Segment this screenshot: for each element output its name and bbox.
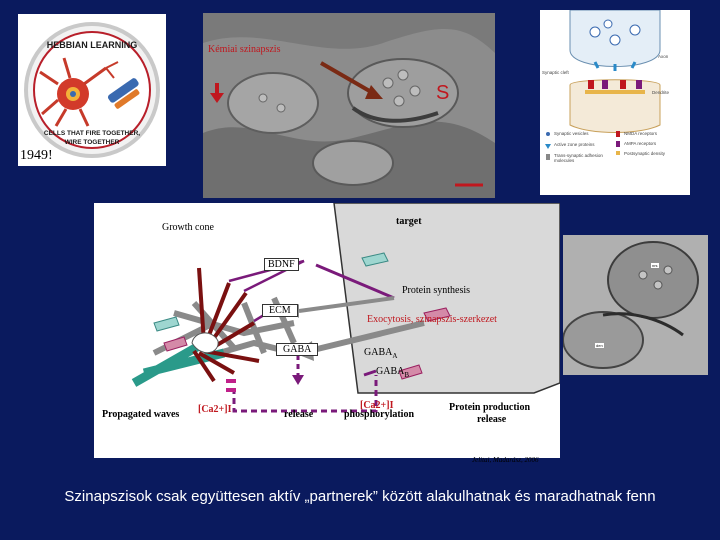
ecm-box: ECM xyxy=(262,304,298,317)
em-inset-texture xyxy=(563,235,708,375)
hebbian-line-1: CELLS THAT FIRE TOGETHER, xyxy=(43,130,141,137)
phosphorylation-label: phosphorylation xyxy=(344,409,415,420)
growth-cone-diagram xyxy=(94,203,560,464)
legend-synaptic-vesicles: Synaptic vesicles xyxy=(554,131,589,136)
em-inset xyxy=(563,235,708,375)
gaba-box: GABA xyxy=(276,343,318,356)
hebbian-title: HEBBIAN LEARNING xyxy=(46,40,138,50)
release-2-label: release xyxy=(477,414,507,425)
gaba-a-label xyxy=(364,347,397,360)
hebbian-learning-badge xyxy=(18,14,166,166)
legend-postsynaptic-density: Postsynaptic density xyxy=(624,151,666,156)
legend-nmda-receptors: NMDA receptors xyxy=(624,131,658,136)
gaba-a-text: GABA xyxy=(364,347,393,358)
gaba-b-subscript: B xyxy=(404,371,410,379)
bdnf-box: BDNF xyxy=(264,258,299,271)
legend-ampa-receptors: AMPA receptors xyxy=(624,141,657,146)
calcium-left-label: [Ca2+]I xyxy=(198,404,232,415)
propagated-waves-label: Propagated waves xyxy=(102,409,180,420)
synapse-schematic-graphic xyxy=(540,10,690,195)
gaba-a-subscript: A xyxy=(392,352,398,360)
protein-synthesis-label: Protein synthesis xyxy=(402,285,471,296)
calcium-mid-label: [Ca2+]I xyxy=(360,400,394,411)
synapse-micrograph xyxy=(203,13,495,198)
synapse-schematic xyxy=(540,10,690,195)
slide-caption: Szinapszisok csak együttesen aktív „partnerek” között alakulhatnak és maradhatnak fenn xyxy=(64,488,656,505)
protein-production-label: Protein production xyxy=(449,402,531,413)
em-label-2: den xyxy=(596,343,603,348)
release-label: release xyxy=(284,409,314,420)
legend-active-zone-proteins: Active zone proteins xyxy=(554,142,595,147)
year-label: 1949! xyxy=(20,148,53,163)
schematic-axon-label: Axon xyxy=(658,54,669,59)
hebbian-line-2: WIRE TOGETHER xyxy=(64,139,120,146)
legend-adhesion-molecules: Trans-synaptic adhesion molecules xyxy=(554,153,603,163)
micrograph-marker: S xyxy=(436,82,450,104)
micrograph-label: Kémiai szinapszis xyxy=(208,44,281,55)
target-label: target xyxy=(396,216,422,227)
schematic-dendrite-label: Dendrite xyxy=(652,90,670,95)
gaba-b-label xyxy=(376,366,409,379)
exocytosis-label: Exocytosis, szinapszis-szerkezet xyxy=(367,314,497,325)
gaba-b-text: GABA xyxy=(376,366,405,377)
em-label-1: nrs xyxy=(652,263,658,268)
citation: Jelitai, Madarász, 2006 xyxy=(472,456,539,464)
growth-cone-label: Growth cone xyxy=(162,222,214,233)
schematic-cleft-label: Synaptic cleft xyxy=(542,70,569,75)
micrograph-texture xyxy=(203,13,495,198)
